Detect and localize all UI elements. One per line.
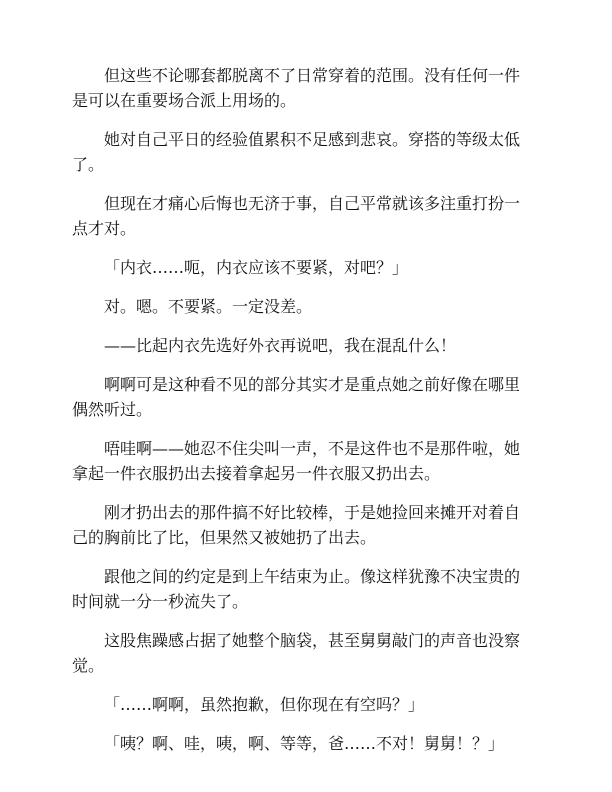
paragraph-5: 对。嗯。不要紧。一定没差。 [104, 297, 313, 316]
paragraph-6: ——比起内衣先选好外衣再说吧，我在混乱什么！ [104, 336, 457, 355]
paragraph-4: 「内衣……呃，内衣应该不要紧，对吧？」 [104, 258, 409, 277]
paragraph-8: 唔哇啊——她忍不住尖叫一声，不是这件也不是那件啦，她拿起一件衣服扔出去接着拿起另一件衣服又扔出去。 [72, 439, 521, 483]
paragraph-2: 她对自己平日的经验值累积不足感到悲哀。穿搭的等级太低了。 [72, 130, 521, 174]
paragraph-3: 但现在才痛心后悔也无济于事，自己平常就该多注重打扮一点才对。 [72, 194, 521, 238]
paragraph-9: 刚才扔出去的那件搞不好比较棒，于是她捡回来摊开对着自己的胸前比了比，但果然又被她扔了出去。 [72, 503, 521, 547]
paragraph-7: 啊啊可是这种看不见的部分其实才是重点她之前好像在哪里偶然听过。 [72, 375, 521, 419]
paragraph-13: 「咦？啊、哇，咦，啊、等等，爸……不对！舅舅！？」 [104, 734, 505, 753]
paragraph-1: 但这些不论哪套都脱离不了日常穿着的范围。没有任何一件是可以在重要场合派上用场的。 [72, 66, 521, 110]
body-text [72, 63, 530, 756]
paragraph-10: 跟他之间的约定是到上午结束为止。像这样犹豫不决宝贵的时间就一分一秒流失了。 [72, 567, 521, 611]
paragraph-11: 这股焦躁感占据了她整个脑袋，甚至舅舅敲门的声音也没察觉。 [72, 631, 521, 675]
paragraph-12: 「……啊啊，虽然抱歉，但你现在有空吗？」 [104, 695, 425, 714]
